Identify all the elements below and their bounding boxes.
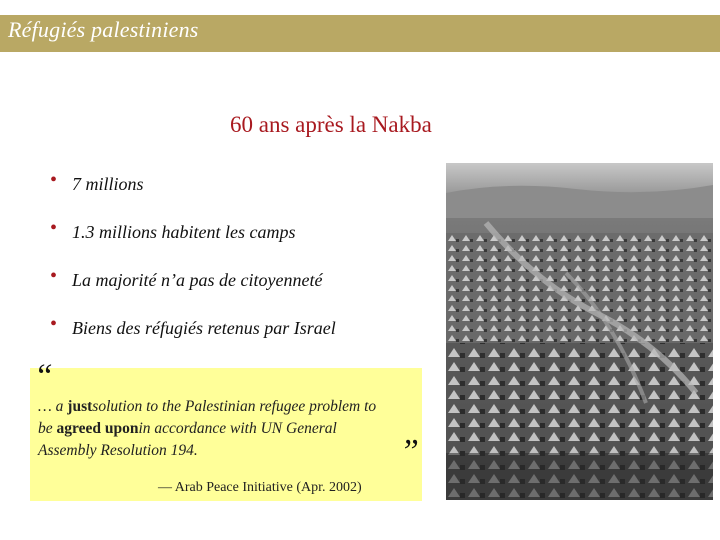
bullet-dot-icon: • [50, 313, 58, 335]
quote-text-segment: solution to the Palestinian refugee problem to [92, 398, 377, 415]
quote-emphasis: agreed upon [56, 420, 139, 437]
quote-text-segment: Assembly Resolution 194. [38, 442, 198, 459]
slide-subtitle: 60 ans après la Nakba [230, 112, 432, 137]
refugee-camp-photo-graphic [446, 163, 713, 500]
quote-text-segment: … a [38, 398, 68, 415]
bullet-dot-icon: • [50, 217, 58, 239]
bullet-text: La majorité n’a pas de citoyenneté [72, 270, 323, 290]
bullet-text: Biens des réfugiés retenus par Israel [72, 318, 336, 338]
quote-text [38, 396, 408, 462]
slide-title: Réfugiés palestiniens [8, 17, 199, 42]
bullet-dot-icon: • [50, 169, 58, 191]
close-quote-mark: ” [400, 433, 419, 470]
quote-emphasis: just [67, 398, 93, 415]
quote-text-segment: be [38, 420, 57, 437]
quote-attribution: — Arab Peace Initiative (Apr. 2002) [158, 480, 362, 495]
quote-box [30, 358, 422, 501]
open-quote-mark: “ [34, 358, 53, 395]
bullet-dot-icon: • [50, 265, 58, 287]
bullet-text: 1.3 millions habitent les camps [72, 222, 296, 242]
refugee-camp-photo [446, 163, 713, 500]
bullet-text: 7 millions [72, 174, 144, 194]
quote-text-segment: in accordance with UN General [138, 420, 337, 437]
title-bar [0, 15, 720, 52]
